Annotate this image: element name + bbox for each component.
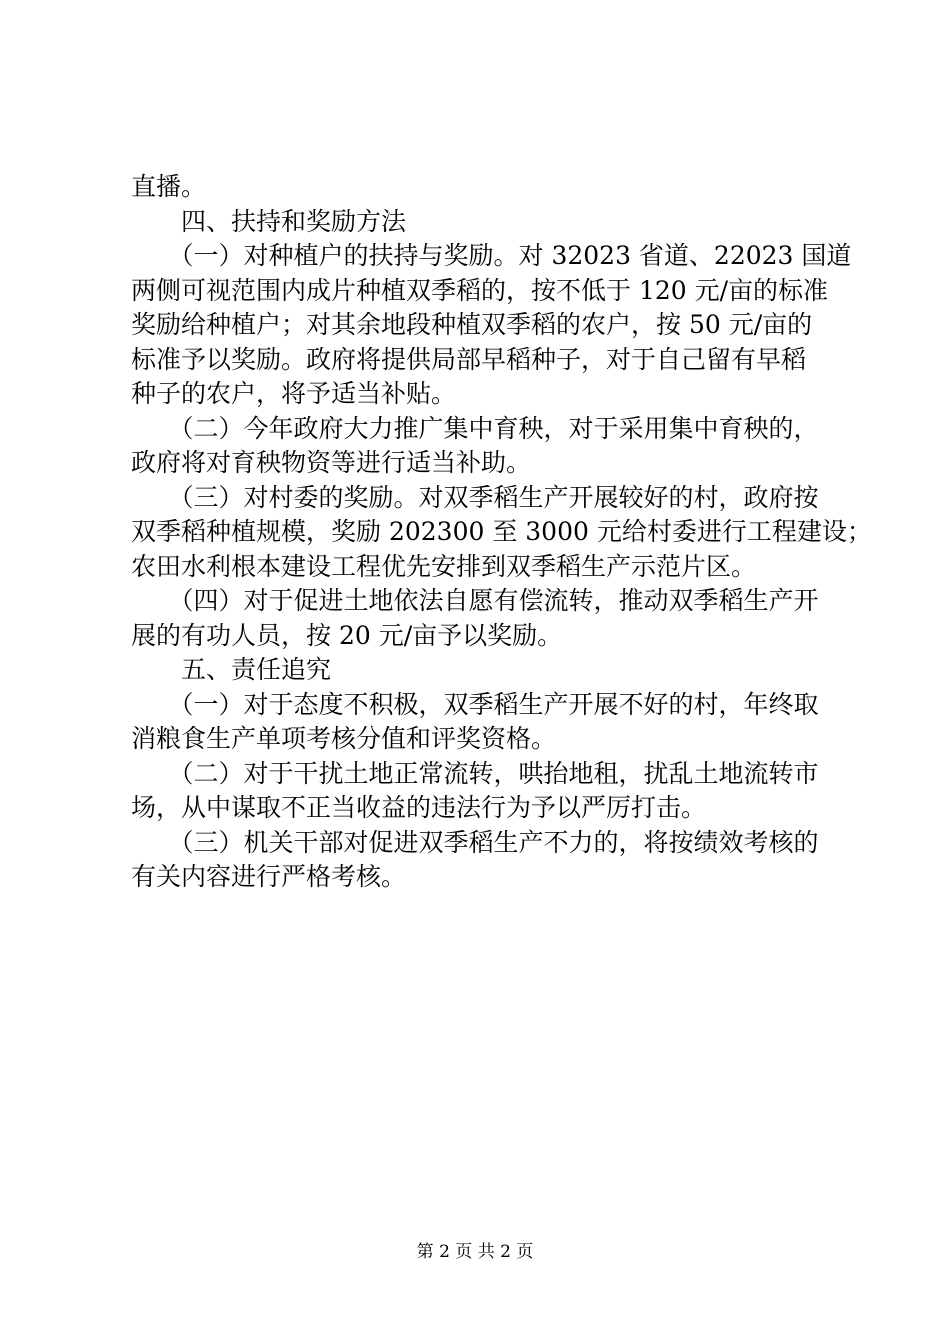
- section-heading-accountability: 五、责任追究: [131, 655, 332, 684]
- text-line: 标准予以奖励。政府将提供局部早稻种子，对于自己留有早稻: [131, 344, 807, 374]
- section-heading-support-rewards: 四、扶持和奖励方法: [131, 206, 407, 236]
- text-line: （二）今年政府大力推广集中育秧，对于采用集中育秧的，: [131, 413, 819, 443]
- text-line: 双季稻种植规模，奖励 202300 至 3000 元给村委进行工程建设；: [131, 517, 872, 546]
- text-line: 政府将对育秧物资等进行适当补助。: [131, 448, 532, 477]
- text-line: （四）对于促进土地依法自愿有偿流转，推动双季稻生产开: [131, 586, 819, 615]
- text-line: 直播。: [131, 172, 207, 201]
- text-line: 场，从中谋取不正当收益的违法行为予以严厉打击。: [131, 793, 707, 822]
- text-line: 种子的农户，将予适当补贴。: [131, 379, 457, 408]
- text-line: 有关内容进行严格考核。: [131, 862, 407, 891]
- text-line: 农田水利根本建设工程优先安排到双季稻生产示范片区。: [131, 551, 757, 581]
- text-line: 奖励给种植户；对其余地段种植双季稻的农户，按 50 元/亩的: [131, 310, 813, 339]
- document-body: [131, 170, 872, 895]
- text-line: （三）对村委的奖励。对双季稻生产开展较好的村，政府按: [131, 482, 819, 512]
- page-footer: [0, 1241, 950, 1263]
- text-line: 展的有功人员，按 20 元/亩予以奖励。: [131, 620, 563, 650]
- text-line: 消粮食生产单项考核分值和评奖资格。: [131, 724, 557, 753]
- page-number-label: 第 2 页 共 2 页: [416, 1242, 534, 1262]
- text-line: （三）机关干部对促进双季稻生产不力的，将按绩效考核的: [131, 827, 819, 857]
- text-line: （一）对种植户的扶持与奖励。对 32023 省道、22023 国道: [131, 241, 852, 270]
- text-line: 两侧可视范围内成片种植双季稻的，按不低于 120 元/亩的标准: [131, 275, 829, 305]
- text-line: （二）对于干扰土地正常流转，哄抬地租，扰乱土地流转市: [131, 758, 819, 788]
- text-line: （一）对于态度不积极，双季稻生产开展不好的村，年终取: [131, 689, 819, 719]
